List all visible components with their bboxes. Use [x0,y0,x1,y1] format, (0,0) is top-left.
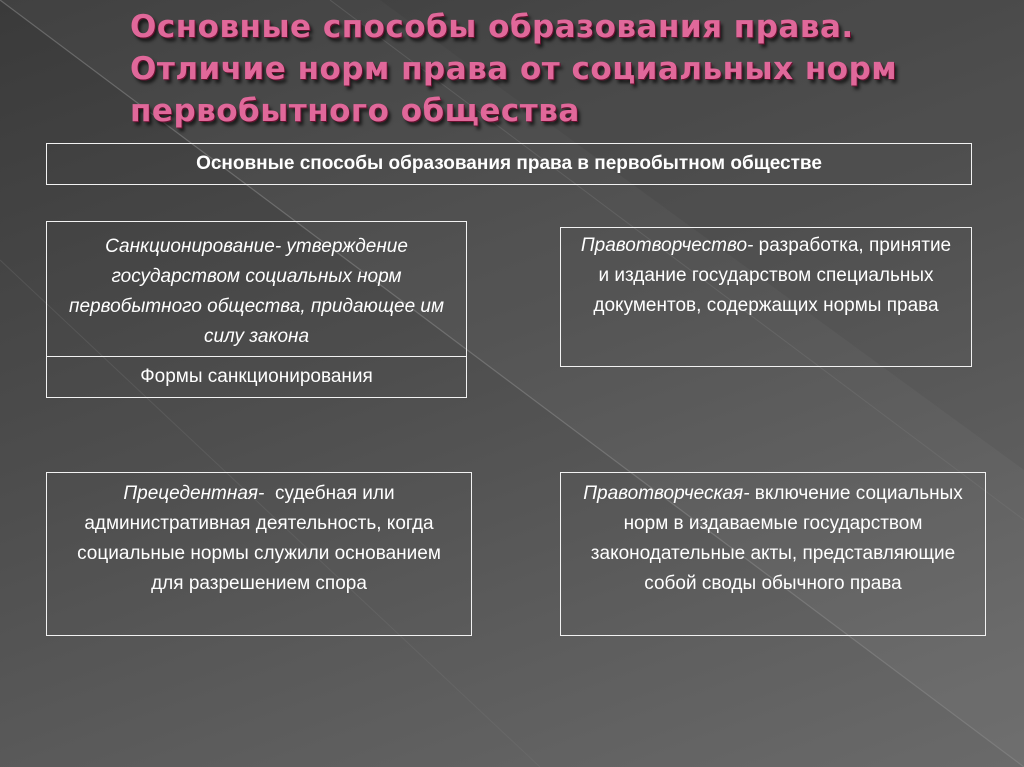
sanctioning-text [47,232,466,352]
lawmaking-form-text [561,479,985,599]
lawmaking-form-definition: включение социальных норм в издаваемые государством законодательные акты, представляющие собой своды обычного права [590,483,963,594]
precedent-term: Прецедентная- [123,483,265,504]
lawmaking-term: Правотворчество- [580,235,754,256]
precedent-definition: судебная или административная деятельность, когда социальные нормы служили основанием для разрешением спора [77,483,447,594]
sanctioning-forms-text: Формы санкционирования [140,366,373,387]
heading-text: Основные способы образования права в первобытном обществе [196,153,822,174]
sanctioning-box [46,221,467,357]
sanctioning-term: Санкционирование- [105,236,282,257]
sanctioning-definition: утверждение государством социальных норм первобытного общества, придающее им силу закона [68,236,445,347]
lawmaking-box [560,227,972,367]
precedent-text [47,479,471,599]
lawmaking-definition: разработка, принятие и издание государством специальных документов, содержащих нормы права [593,235,952,316]
slide-title: Основные способы образования права. Отличие норм права от социальных норм первобытного общества [130,9,898,129]
precedent-box [46,472,472,636]
heading-box [46,143,972,185]
sanctioning-forms-box [46,356,467,398]
lawmaking-form-term: Правотворческая- [583,483,750,504]
lawmaking-form-box [560,472,986,636]
lawmaking-text [561,231,971,321]
